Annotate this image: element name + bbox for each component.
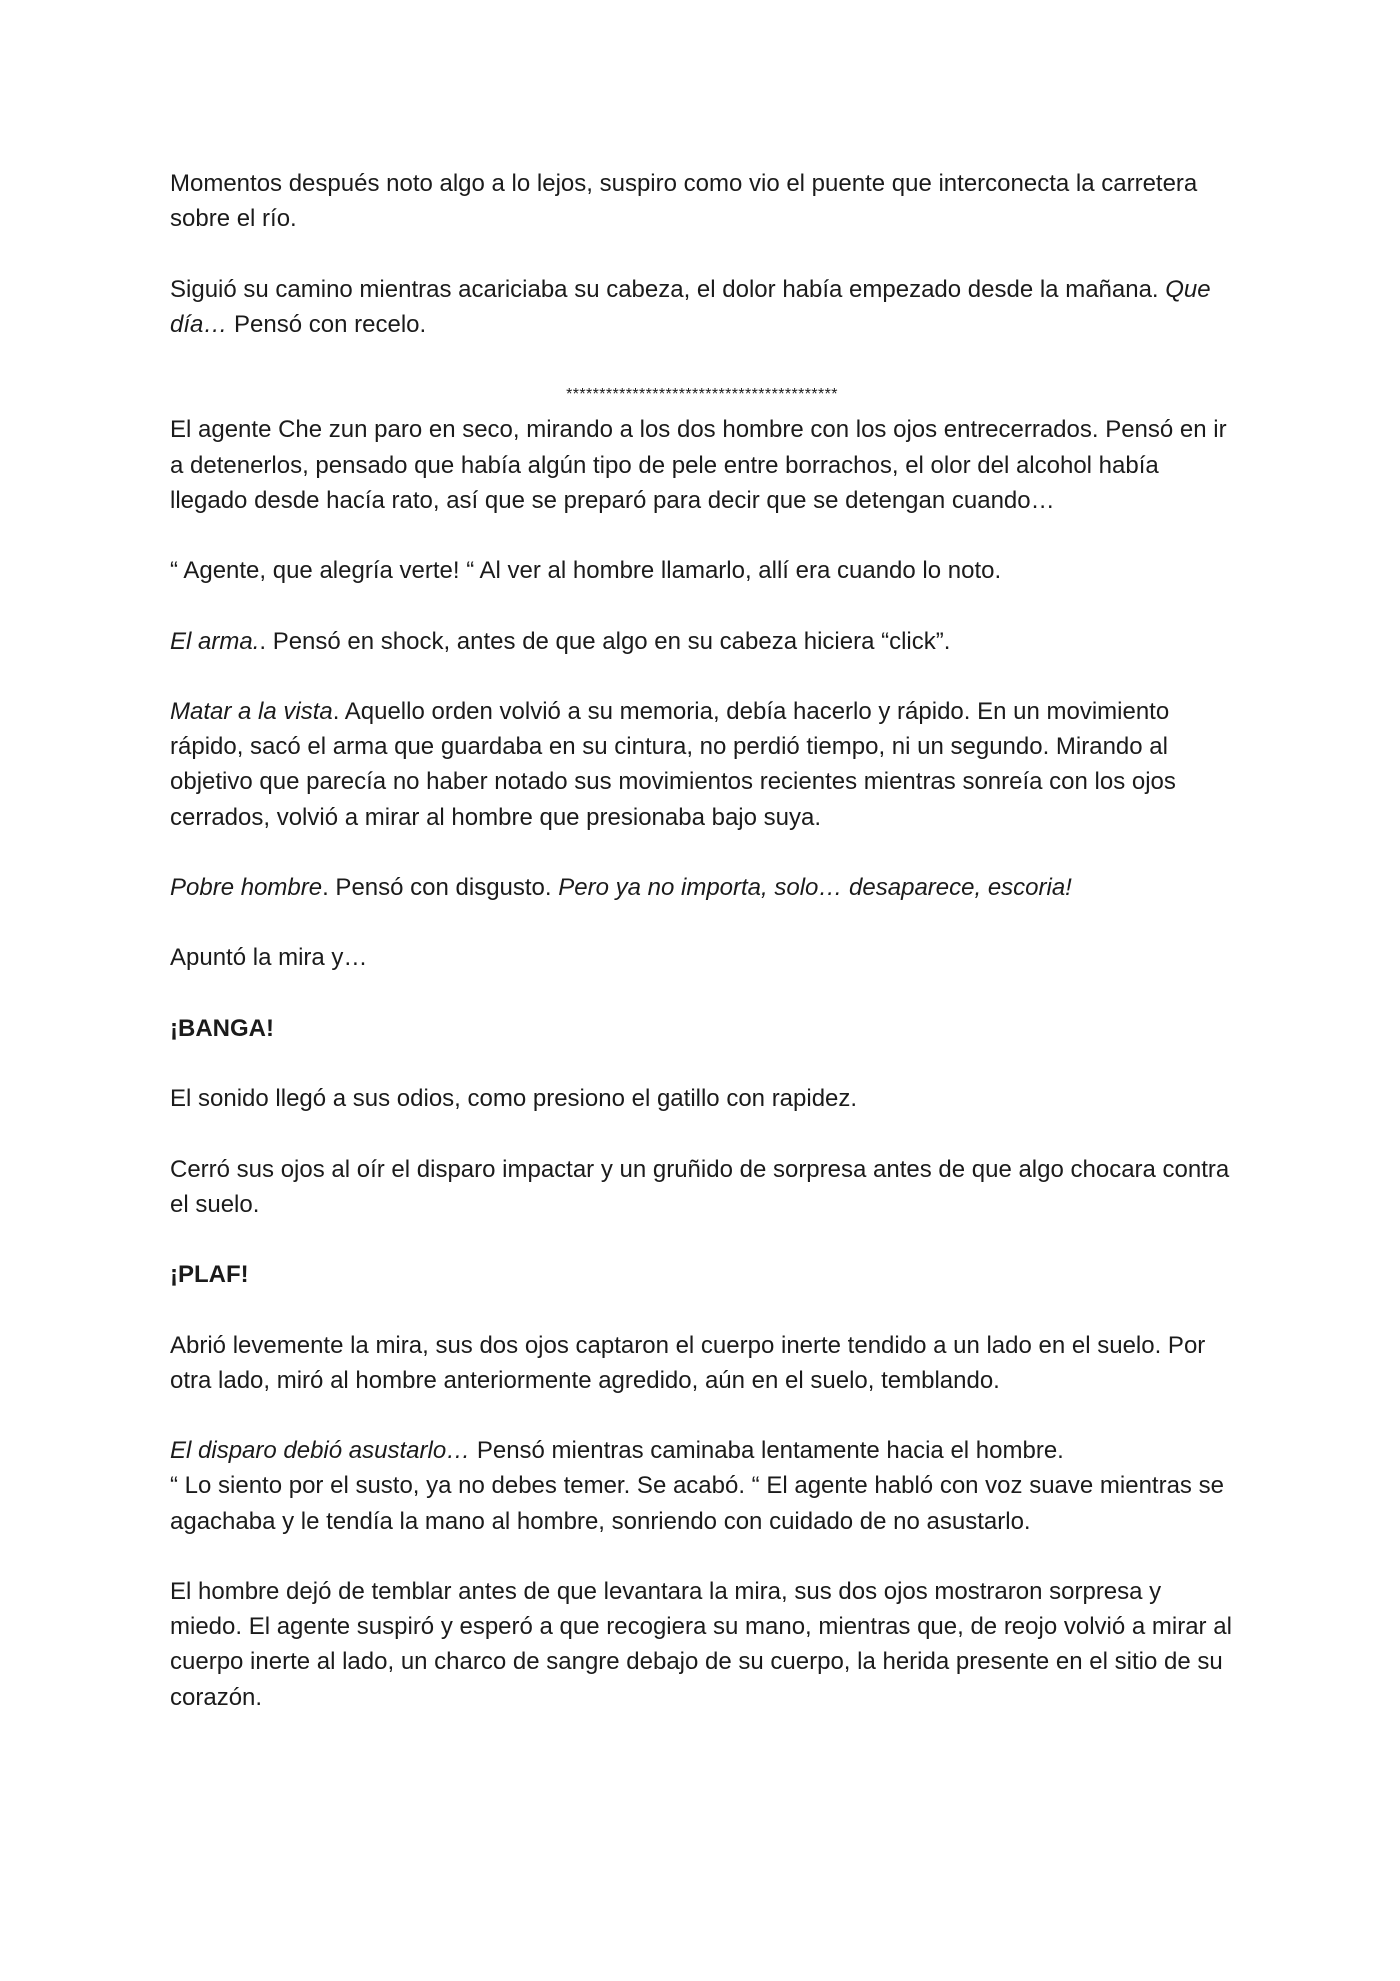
paragraph-10: El sonido llegó a sus odios, como presiono el gatillo con rapidez. [170,1085,858,1113]
sound-effect-banga: ¡BANGA! [170,1014,274,1042]
scene-divider: ***************************************** [566,386,838,404]
paragraph-6-after: . Aquello orden volvió a su memoria, debía hacerlo y rápido. En un movimiento rápido, sacó el arma que guardaba en su cintura, no perdió tiempo, ni un segundo. Mirando al objetivo que parecía no haber notado sus movimientos recientes mientras sonreía con los ojos cerrados, volvió a mirar al hombre que presionaba bajo suya. [170,697,1176,831]
paragraph-2-after: Pensó con recelo. [227,310,427,338]
paragraph-1: Momentos después noto algo a lo lejos, suspiro como vio el puente que interconecta la carretera sobre el río. [170,170,1198,233]
paragraph-8: Apuntó la mira y… [170,944,368,972]
paragraph-14-italic: El disparo debió asustarlo… [170,1437,471,1465]
paragraph-15: “ Lo siento por el susto, ya no debes temer. Se acabó. “ El agente habló con voz suave mientras se agachaba y le tendía la mano al hombre, sonriendo con cuidado de no asustarlo. [170,1472,1224,1535]
paragraph-2-text: Siguió su camino mientras acariciaba su cabeza, el dolor había empezado desde la mañana. [170,275,1166,303]
paragraph-4: “ Agente, que alegría verte! “ Al ver al hombre llamarlo, allí era cuando lo noto. [170,557,1002,585]
paragraph-7-middle: . Pensó con disgusto. [322,873,559,901]
paragraph-13: Abrió levemente la mira, sus dos ojos captaron el cuerpo inerte tendido a un lado en el suelo. Por otra lado, miró al hombre anteriormente agredido, aún en el suelo, temblando. [170,1331,1206,1394]
paragraph-16: El hombre dejó de temblar antes de que levantara la mira, sus dos ojos mostraron sorpresa y miedo. El agente suspiró y esperó a que recogiera su mano, mientras que, de reojo volvió a mirar al cuerpo inerte al lado, un charco de sangre debajo de su cuerpo, la herida presente en el sitio de su corazón. [170,1577,1232,1711]
paragraph-7-italic-2: Pero ya no importa, solo… desaparece, escoria! [558,873,1072,901]
paragraph-2-italic: Que día… [170,275,1211,338]
paragraph-5 [170,624,1234,659]
paragraph-14-after: Pensó mientras caminaba lentamente hacia el hombre. [470,1437,1064,1465]
paragraph-2 [170,272,1234,342]
paragraph-7-italic-1: Pobre hombre [170,873,323,901]
paragraph-6 [170,694,1234,835]
paragraph-5-after: . Pensó en shock, antes de que algo en su cabeza hiciera “click”. [259,627,951,655]
paragraph-6-italic: Matar a la vista [170,697,333,725]
paragraph-14 [170,1433,1234,1468]
paragraph-11: Cerró sus ojos al oír el disparo impactar y un gruñido de sorpresa antes de que algo chocara contra el suelo. [170,1155,1230,1218]
sound-effect-plaf: ¡PLAF! [170,1261,249,1289]
paragraph-7 [170,870,1234,905]
document-body [170,166,1234,1750]
paragraph-5-italic: El arma. [170,627,260,655]
paragraph-3: El agente Che zun paro en seco, mirando a los dos hombre con los ojos entrecerrados. Pensó en ir a detenerlos, pensado que había algún tipo de pele entre borrachos, el olor del alcohol había llegado desde hacía rato, así que se preparó para decir que se detengan cuando… [170,416,1227,514]
